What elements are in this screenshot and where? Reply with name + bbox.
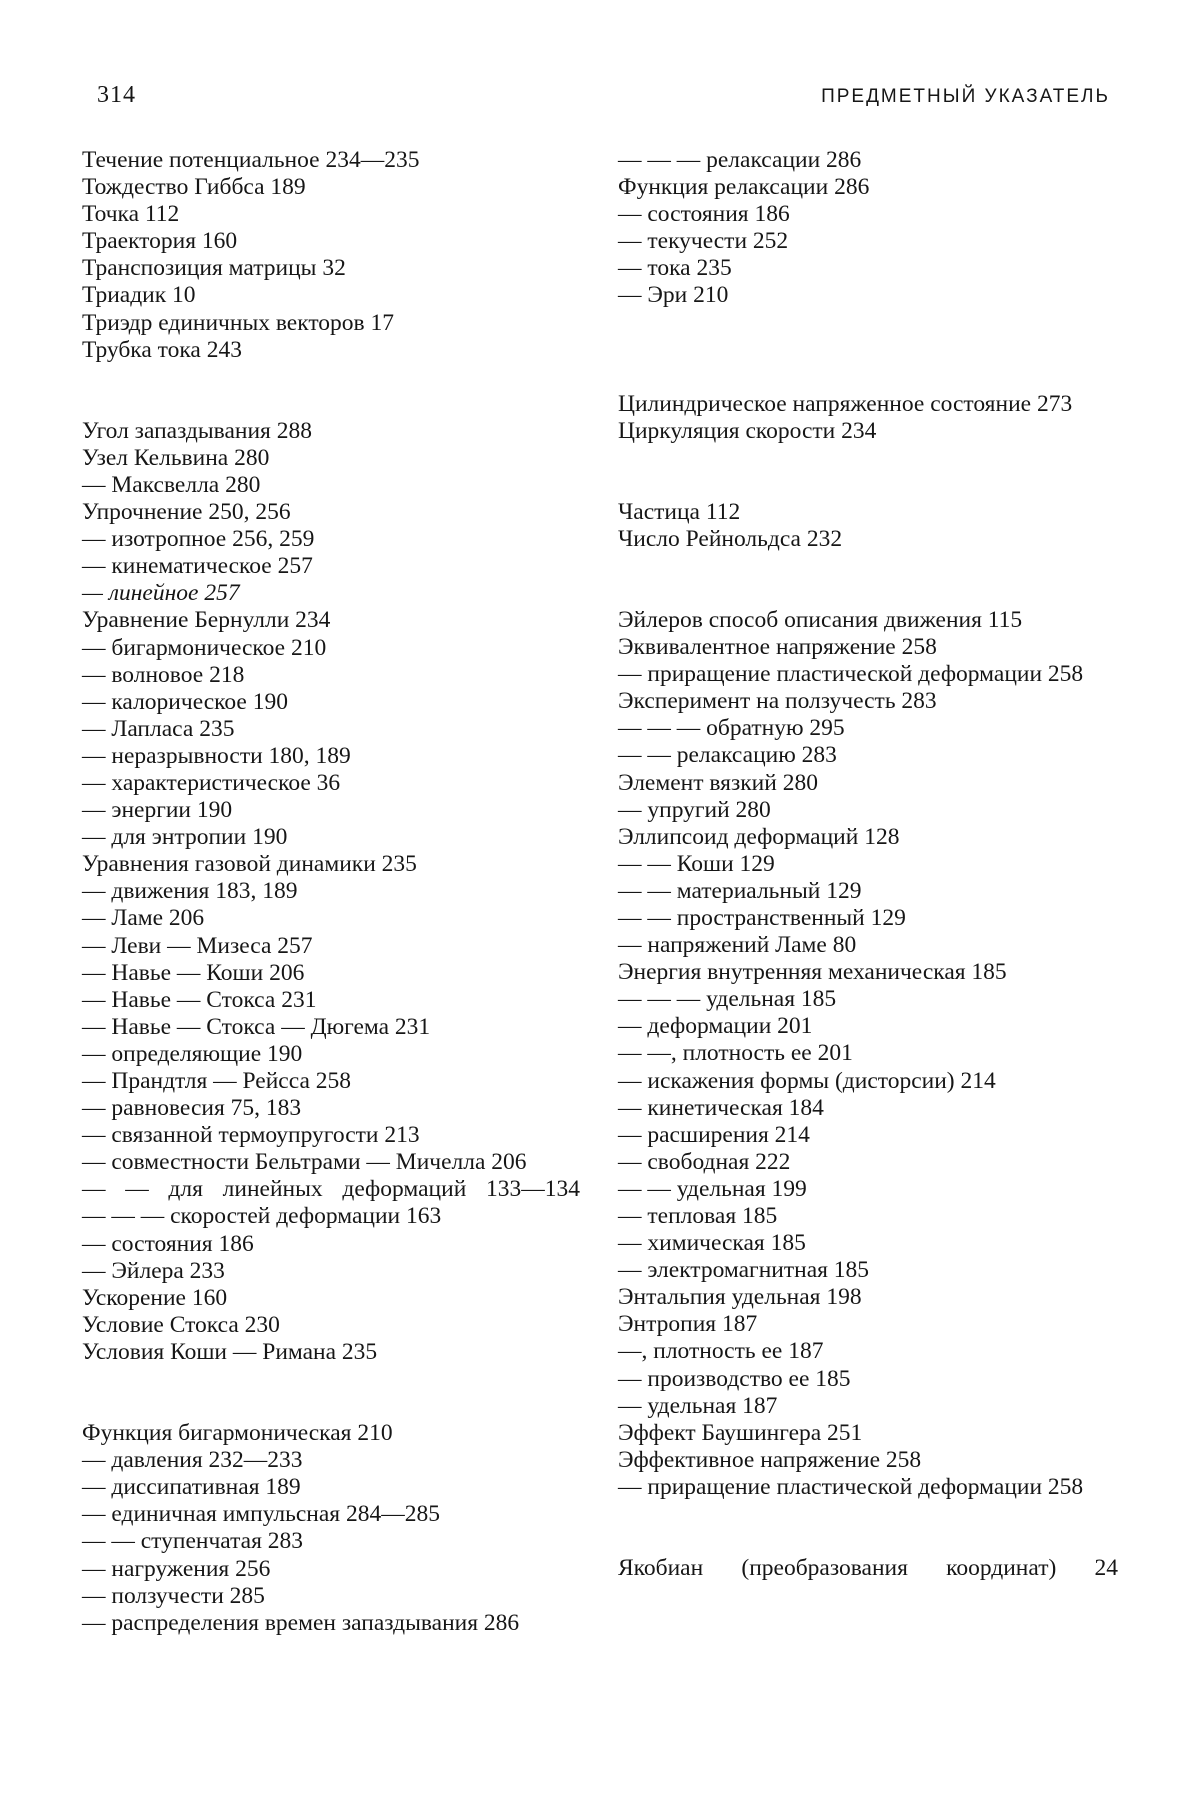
index-entry: Тождество Гиббса 189	[82, 174, 306, 201]
running-head: ПРЕДМЕТНЫЙ УКАЗАТЕЛЬ	[821, 86, 1110, 107]
index-entry: Условие Стокса 230	[82, 1311, 280, 1338]
index-entry: — свободная 222	[618, 1148, 791, 1175]
index-entry: Эквивалентное напряжение 258	[618, 634, 937, 661]
index-entry: Частица 112	[618, 498, 741, 525]
index-entry: Узел Кельвина 280	[82, 444, 270, 471]
index-entry: — Эйлера 233	[82, 1257, 225, 1284]
index-entry: Эллипсоид деформаций 128	[618, 823, 900, 850]
index-entry: — — материальный 129	[618, 877, 862, 904]
index-entry: — — ступенчатая 283	[82, 1528, 304, 1555]
index-entry: Элемент вязкий 280	[618, 769, 818, 796]
index-entry: Угол запаздывания 288	[82, 417, 312, 444]
index-group-u	[82, 418, 580, 1366]
index-entry: — — — обратную 295	[618, 715, 845, 742]
index-entry: — калорическое 190	[82, 688, 288, 715]
index-entry: — совместности Бельтрами — Мичелла 206	[82, 1149, 527, 1176]
index-entry: Энтальпия удельная 198	[618, 1284, 862, 1311]
index-entry: — Леви — Мизеса 257	[82, 932, 313, 959]
index-entry: Энтропия 187	[618, 1311, 758, 1338]
index-entry: — неразрывности 180, 189	[82, 742, 351, 769]
index-entry: — —, плотность ее 201	[618, 1040, 853, 1067]
index-entry: — линейное 257	[82, 580, 240, 607]
index-entry: — напряжений Ламе 80	[618, 932, 857, 959]
index-entry: Функция релаксации 286	[618, 174, 870, 201]
section-gap	[618, 553, 1118, 607]
right-column	[618, 147, 1118, 1582]
index-entry: — изотропное 256, 259	[82, 526, 315, 553]
index-entry: Цилиндрическое напряженное состояние 273	[618, 390, 1073, 417]
section-gap	[82, 364, 580, 418]
index-entry: Условия Коши — Римана 235	[82, 1338, 378, 1365]
index-entry: — тока 235	[618, 255, 732, 282]
index-entry: Триадик 10	[82, 282, 196, 309]
section-gap	[618, 310, 1118, 364]
index-entry: Точка 112	[82, 201, 180, 228]
index-group-e	[618, 607, 1118, 1501]
index-entry: Триэдр единичных векторов 17	[82, 309, 395, 336]
index-entry: Функция бигармоническая 210	[82, 1420, 393, 1447]
index-entry: — приращение пластической деформации 258	[618, 661, 1084, 688]
index-entry: — — релаксацию 283	[618, 742, 837, 769]
index-entry: — Прандтля — Рейсса 258	[82, 1068, 351, 1094]
index-group-f-continued	[618, 147, 1118, 310]
index-entry: Уравнение Бернулли 234	[82, 607, 331, 634]
index-entry: — — — удельная 185	[618, 986, 837, 1013]
index-entry: Эйлеров способ описания движения 115	[618, 606, 1023, 633]
index-entry: — волновое 218	[82, 661, 245, 688]
index-entry: — для энтропии 190	[82, 824, 288, 851]
index-entry: — Максвелла 280	[82, 471, 261, 498]
index-entry: — кинематическое 257	[82, 553, 313, 580]
index-entry: — давления 232—233	[82, 1447, 303, 1474]
index-entry: Энергия внутренняя механическая 185	[618, 959, 1007, 986]
section-gap	[618, 1501, 1118, 1555]
left-column	[82, 147, 580, 1637]
index-entry: Эксперимент на ползучесть 283	[618, 688, 937, 715]
index-entry: — расширения 214	[618, 1121, 810, 1148]
index-group-f	[82, 1420, 580, 1637]
index-entry: — единичная импульсная 284—285	[82, 1501, 440, 1528]
section-gap	[618, 364, 1118, 391]
index-entry: — распределения времен запаздывания 286	[82, 1609, 520, 1636]
index-entry: — состояния 186	[82, 1230, 254, 1257]
index-entry: — равновесия 75, 183	[82, 1095, 302, 1122]
index-entry: — бигармоническое 210	[82, 634, 327, 661]
index-entry: — производство ее 185	[618, 1365, 851, 1392]
index-entry: — химическая 185	[618, 1230, 806, 1257]
index-group-ts	[618, 391, 1118, 445]
index-entry: — упругий 280	[618, 796, 771, 823]
index-entry: Уравнения газовой динамики 235	[82, 851, 417, 878]
index-entry: —, плотность ее 187	[618, 1338, 824, 1365]
index-entry: — ползучести 285	[82, 1582, 265, 1609]
index-entry: Трубка тока 243	[82, 336, 242, 363]
section-gap	[618, 445, 1118, 499]
index-entry: — нагружения 256	[82, 1555, 271, 1582]
index-entry: — удельная 187	[618, 1392, 778, 1419]
section-gap	[82, 1366, 580, 1420]
index-entry: — определяющие 190	[82, 1040, 303, 1067]
index-group-ya	[618, 1555, 1118, 1582]
index-entry: — движения 183, 189	[82, 878, 298, 905]
index-entry: — Ламе 206	[82, 905, 205, 932]
index-entry: Траектория 160	[82, 228, 238, 255]
index-entry: — искажения формы (дисторсии) 214	[618, 1067, 996, 1094]
index-entry: — Навье — Стокса — Дюгема 231	[82, 1013, 431, 1040]
index-entry: — — для линейных деформаций 133—134	[82, 1176, 580, 1203]
page-number: 314	[97, 82, 136, 108]
index-group-t	[82, 147, 580, 364]
index-entry: Ускорение 160	[82, 1284, 228, 1311]
index-entry: Число Рейнольдса 232	[618, 525, 843, 552]
index-entry: Эффективное напряжение 258	[618, 1446, 922, 1473]
index-entry: — — Коши 129	[618, 850, 775, 877]
index-entry: — кинетическая 184	[618, 1094, 824, 1121]
index-entry: — характеристическое 36	[82, 769, 341, 796]
index-entry: Якобиан (преобразования координат) 24	[618, 1555, 1118, 1582]
index-entry: — текучести 252	[618, 228, 789, 255]
index-entry: — энергии 190	[82, 797, 233, 824]
index-entry: — Лапласа 235	[82, 715, 235, 742]
index-entry: — — удельная 199	[618, 1175, 807, 1202]
index-entry: — диссипативная 189	[82, 1474, 301, 1501]
index-group-ch	[618, 499, 1118, 553]
index-entry: — Навье — Коши 206	[82, 959, 305, 986]
index-entry: Эффект Баушингера 251	[618, 1419, 863, 1446]
index-entry: Транспозиция матрицы 32	[82, 255, 346, 282]
index-entry: — Навье — Стокса 231	[82, 986, 317, 1013]
index-entry: — приращение пластической деформации 258	[618, 1473, 1084, 1500]
index-entry: Упрочнение 250, 256	[82, 499, 291, 526]
index-entry: — тепловая 185	[618, 1203, 778, 1229]
index-entry: — связанной термоупругости 213	[82, 1122, 420, 1149]
index-entry: — — — релаксации 286	[618, 147, 862, 173]
index-entry: Циркуляция скорости 234	[618, 417, 877, 444]
index-entry: — Эри 210	[618, 282, 729, 309]
index-entry: Течение потенциальное 234—235	[82, 147, 420, 173]
index-entry: — электромагнитная 185	[618, 1257, 870, 1284]
index-entry: — состояния 186	[618, 201, 790, 228]
index-entry: — — пространственный 129	[618, 904, 906, 931]
index-entry: — — — скоростей деформации 163	[82, 1203, 442, 1230]
index-entry: — деформации 201	[618, 1013, 813, 1040]
